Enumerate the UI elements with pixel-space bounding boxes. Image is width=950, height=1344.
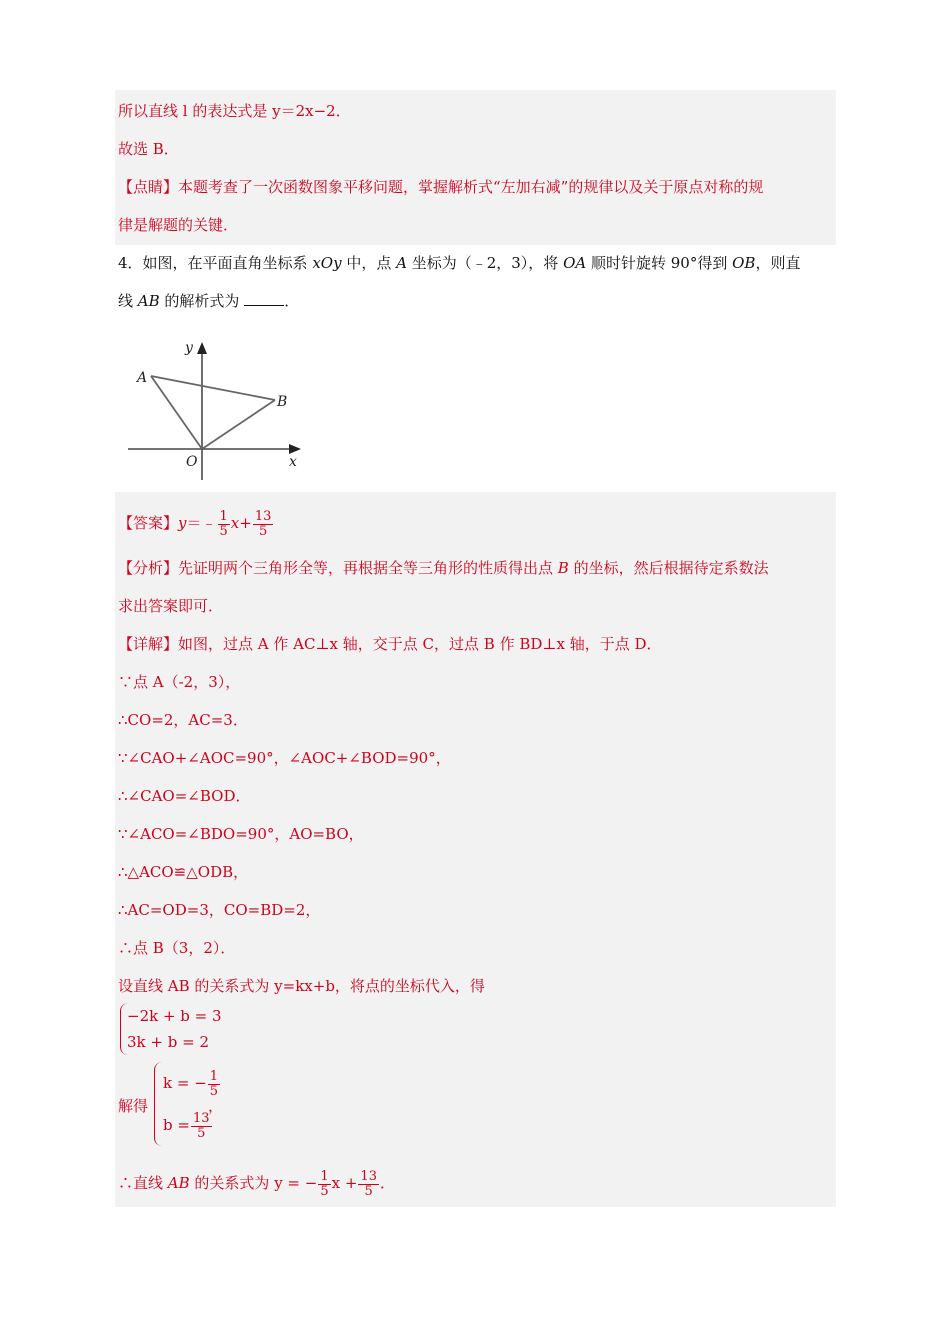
final-fraction-2: $\frac{13}{5}$ bbox=[360, 1168, 377, 1199]
answer-fraction-1: $\frac{1}{5}$ bbox=[219, 508, 228, 539]
solution-b: b = $\frac{13}{5}$ bbox=[163, 1110, 210, 1141]
solution-k-fraction: $\frac{1}{5}$ bbox=[209, 1068, 219, 1099]
segment-ob bbox=[202, 400, 275, 449]
solution-shade bbox=[115, 492, 836, 1207]
question-line-2: 线 AB 的解析式为 ． bbox=[118, 292, 300, 310]
prev-line-2: 故选 B． bbox=[118, 140, 179, 158]
coordinate-figure bbox=[125, 338, 315, 483]
solution-b-fraction: $\frac{13}{5}$ bbox=[192, 1110, 210, 1141]
detail-line-6: ∵∠ACO=∠BDO=90°，AO=BO， bbox=[118, 825, 364, 843]
detail-line-5: ∴∠CAO=∠BOD． bbox=[118, 787, 251, 805]
solve-label: 解得 bbox=[118, 1097, 149, 1115]
segment-ab bbox=[151, 376, 275, 400]
answer-line: 【答案】y＝﹣ $\frac{1}{5}$ x+ $\frac{13}{5}$ bbox=[118, 508, 272, 539]
x-axis-arrow bbox=[289, 444, 301, 454]
detail-line-10: 设直线 AB 的关系式为 y=kx+b，将点的坐标代入，得 bbox=[118, 977, 485, 995]
detail-line-1: 【详解】如图，过点 A 作 AC⊥x 轴，交于点 C，过点 B 作 BD⊥x 轴，于点 D． bbox=[118, 635, 662, 653]
solve-comma: ， bbox=[208, 1097, 224, 1115]
label-x: x bbox=[289, 454, 297, 470]
prev-comment-1: 【点睛】本题考查了一次函数图象平移问题，掌握解析式“左加右减”的规律以及关于原点对称的规 bbox=[118, 178, 764, 196]
analysis-line-2: 求出答案即可． bbox=[118, 597, 224, 615]
label-a: A bbox=[137, 370, 148, 386]
label-b: B bbox=[277, 394, 288, 410]
label-y: y bbox=[185, 340, 193, 356]
question-line-1: 4．如图，在平面直角坐标系 xOy 中，点 A 坐标为（﹣2，3），将 OA 顺时针旋转 90°得到 OB，则直 bbox=[118, 254, 801, 272]
detail-line-9: ∴点 B（3，2）． bbox=[118, 939, 236, 957]
answer-blank bbox=[244, 291, 284, 306]
equation-1: −2k + b = 3 bbox=[127, 1007, 222, 1025]
detail-line-7: ∴△ACO≌△ODB， bbox=[118, 863, 249, 881]
detail-line-2: ∵点 A（-2，3）， bbox=[118, 673, 241, 691]
final-line: ∴直线 AB 的关系式为 y = − $\frac{1}{5}$ x + $\frac{13}{5}$ ． bbox=[118, 1168, 395, 1199]
detail-line-4: ∵∠CAO+∠AOC=90°，∠AOC+∠BOD=90°， bbox=[118, 749, 451, 767]
analysis-line-1: 【分析】先证明两个三角形全等，再根据全等三角形的性质得出点 B 的坐标，然后根据待定系数法 bbox=[118, 559, 769, 577]
solution-k: k = − $\frac{1}{5}$ bbox=[163, 1068, 219, 1099]
equation-system-1 bbox=[120, 1003, 222, 1055]
detail-line-8: ∴AC=OD=3，CO=BD=2， bbox=[118, 901, 321, 919]
prev-line-1: 所以直线 l 的表达式是 y＝2x−2． bbox=[118, 102, 351, 120]
segment-oa bbox=[151, 376, 202, 449]
equation-2: 3k + b = 2 bbox=[127, 1033, 209, 1051]
y-axis-arrow bbox=[197, 342, 207, 354]
prev-comment-2: 律是解题的关键． bbox=[118, 216, 239, 234]
label-o: O bbox=[186, 454, 198, 470]
final-fraction-1: $\frac{1}{5}$ bbox=[320, 1168, 329, 1199]
detail-line-3: ∴CO=2，AC=3． bbox=[118, 711, 248, 729]
answer-fraction-2: $\frac{13}{5}$ bbox=[254, 508, 272, 539]
